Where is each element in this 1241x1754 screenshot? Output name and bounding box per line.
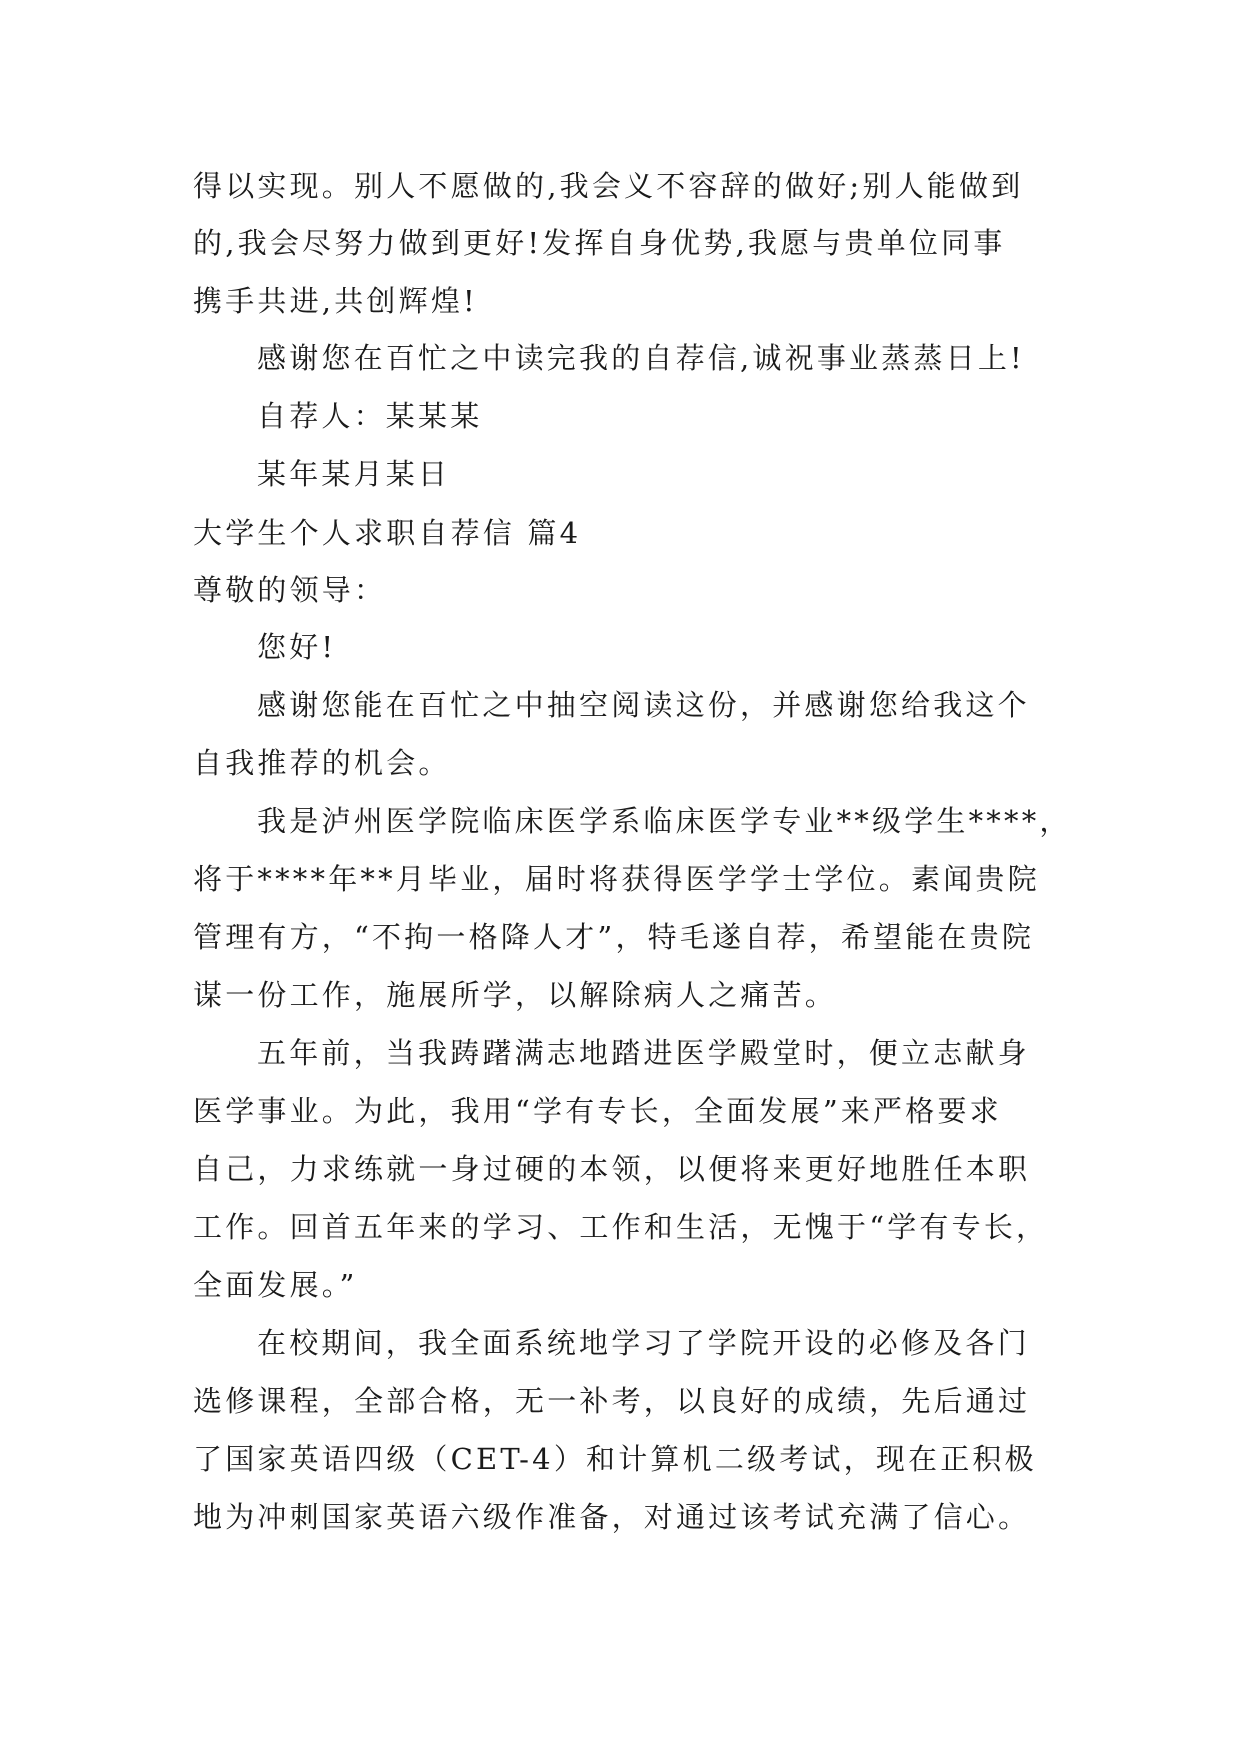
text-line: 选修课程，全部合格，无一补考，以良好的成绩，先后通过 <box>193 1384 1031 1418</box>
text-line: 地为冲刺国家英语六级作准备，对通过该考试充满了信心。 <box>193 1500 1031 1534</box>
section-heading: 大学生个人求职自荐信 篇4 <box>193 516 582 550</box>
text-line: 管理有方，“不拘一格降人才”，特毛遂自荐，希望能在贵院 <box>193 920 1035 954</box>
text-line: 我是泸州医学院临床医学系临床医学专业**级学生****， <box>257 804 1072 838</box>
text-line: 携手共进,共创辉煌! <box>193 284 478 318</box>
text-line: 谋一份工作，施展所学，以解除病人之痛苦。 <box>193 978 838 1012</box>
text-line: 感谢您能在百忙之中抽空阅读这份，并感谢您给我这个 <box>257 688 1030 722</box>
text-line: 自己，力求练就一身过硬的本领，以便将来更好地胜任本职 <box>193 1152 1031 1186</box>
text-line: 得以实现。别人不愿做的,我会义不容辞的做好;别人能做到 <box>193 169 1024 203</box>
text-line: 将于****年**月毕业，届时将获得医学学士学位。素闻贵院 <box>193 862 1040 896</box>
text-line: 在校期间，我全面系统地学习了学院开设的必修及各门 <box>257 1326 1030 1360</box>
text-line: 自我推荐的机会。 <box>193 746 451 780</box>
salutation: 尊敬的领导： <box>193 573 387 607</box>
text-line: 了国家英语四级（CET-4）和计算机二级考试，现在正积极 <box>193 1442 1037 1476</box>
text-line: 医学事业。为此，我用“学有专长，全面发展”来严格要求 <box>193 1094 1002 1128</box>
text-line: 工作。回首五年来的学习、工作和生活，无愧于“学有专长， <box>193 1210 1049 1244</box>
signature-line: 自荐人：某某某 <box>257 399 483 433</box>
date-line: 某年某月某日 <box>257 457 451 491</box>
text-line: 五年前，当我踌躇满志地踏进医学殿堂时，便立志献身 <box>257 1036 1030 1070</box>
text-line: 全面发展。” <box>193 1268 358 1302</box>
text-line: 感谢您在百忙之中读完我的自荐信,诚祝事业蒸蒸日上! <box>257 341 1025 375</box>
greeting: 您好! <box>257 630 337 664</box>
text-line: 的,我会尽努力做到更好!发挥自身优势,我愿与贵单位同事 <box>193 226 1006 260</box>
